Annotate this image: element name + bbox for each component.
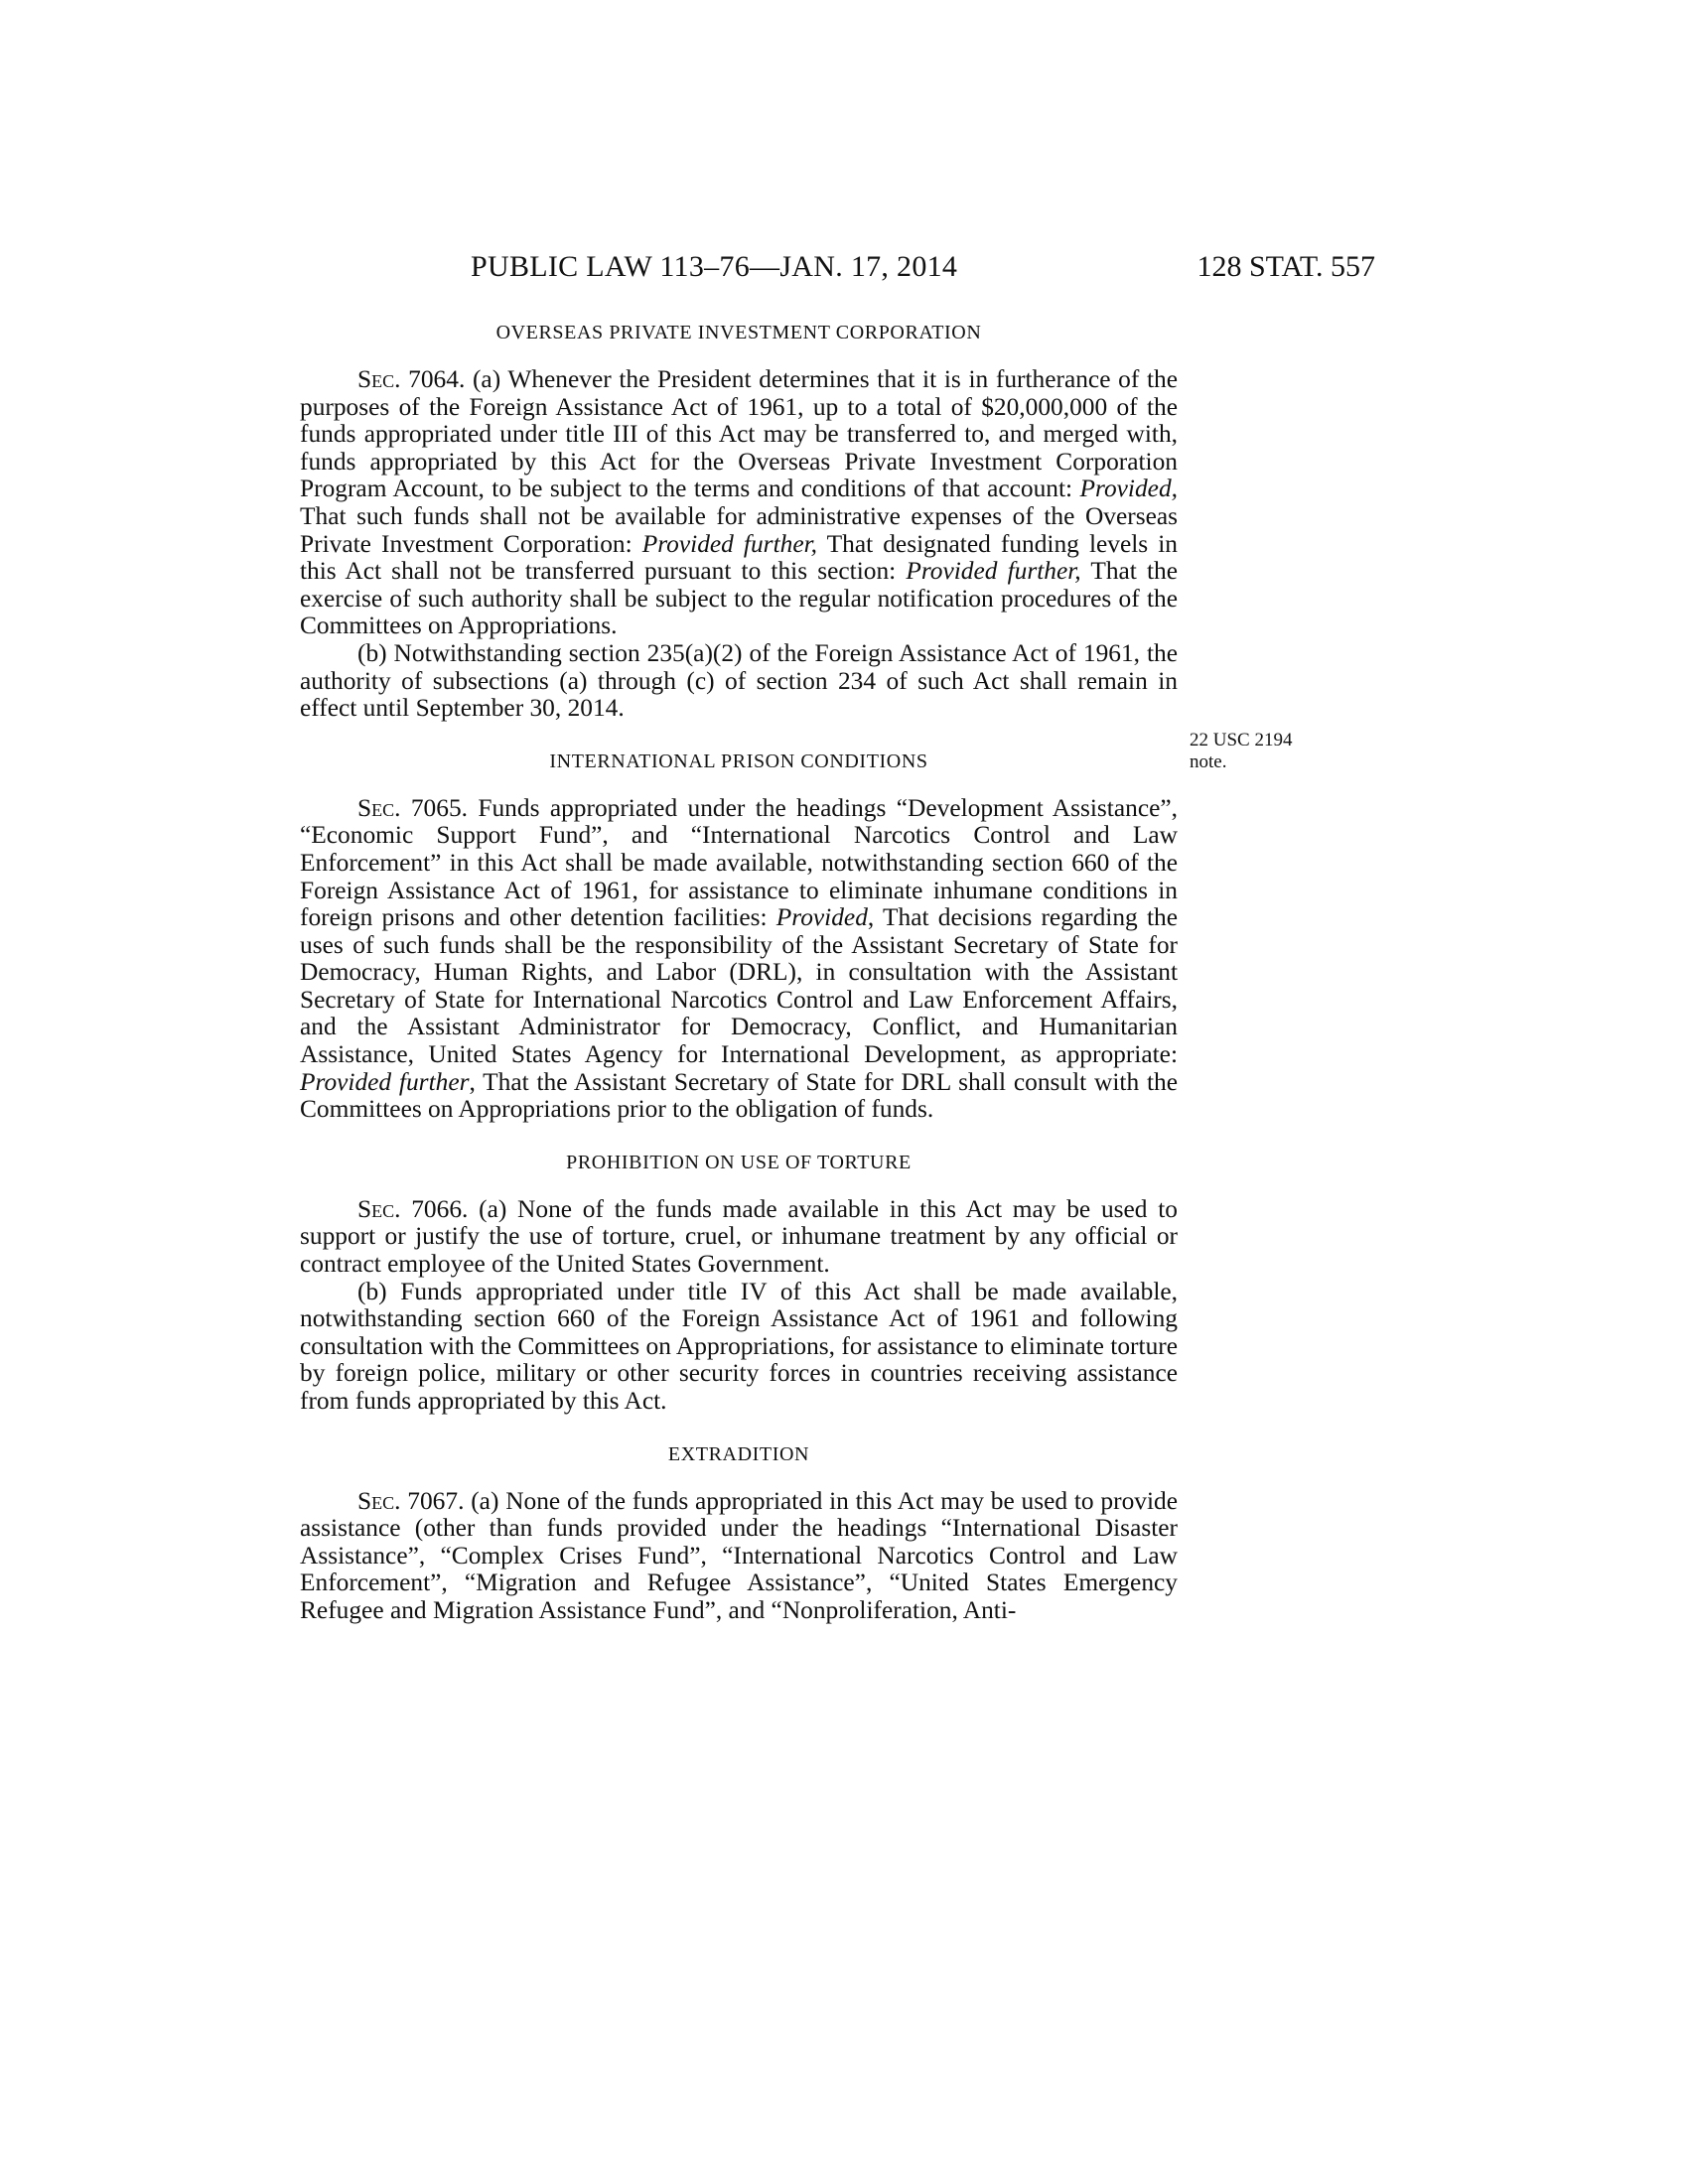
section-7064 xyxy=(300,322,1178,723)
document-body xyxy=(300,322,1178,1653)
proviso: Provided further, xyxy=(906,557,1081,586)
paragraph xyxy=(300,795,1178,1124)
paragraph-text: 7064. (a) Whenever the President determines that it is in furtherance of the purposes of the Foreign Assistance Act of 1961, up to a total of $20,000,000 of the funds appropriated under title III of this Act may be transferred to, and merged with, funds appropriated by this Act for the Overseas Private Investment Corporation Program Account, to be subject to the terms and conditions of that account: xyxy=(300,365,1178,503)
page-header xyxy=(298,250,1375,290)
proviso: Provided xyxy=(775,903,868,932)
section-heading: OVERSEAS PRIVATE INVESTMENT CORPORATION xyxy=(495,322,982,343)
paragraph-text: , That decisions regarding the uses of such funds shall be the responsibility of the Assistant Secretary of State for Democracy, Human Rights, and Labor (DRL), in consultation with the Assistant Secretary of State for International Narcotics Control and Law Enforcement Affairs, and the Assistant Administrator for Democracy, Conflict, and Humanitarian Assistance, United States Agency for International Development, as appropriate: xyxy=(300,903,1178,1069)
paragraph-text: That the exercise of such authority shall be subject to the regular notification procedures of the Committees on Appropriations. xyxy=(300,557,1178,640)
section-7067 xyxy=(300,1443,1178,1625)
paragraph-text: That such funds shall not be available for administrative expenses of the Overseas Private Investment Corporation: xyxy=(300,501,1178,558)
paragraph xyxy=(300,1196,1178,1279)
section-heading: EXTRADITION xyxy=(667,1442,810,1465)
section-7066 xyxy=(300,1152,1178,1416)
proviso: Provided, xyxy=(1079,475,1178,503)
proviso: Provided further xyxy=(300,1067,470,1096)
sec-label: Sec. xyxy=(357,793,401,822)
section-heading: INTERNATIONAL PRISON CONDITIONS xyxy=(549,750,928,772)
paragraph: (b) Funds appropriated under title IV of this Act shall be made available, notwithstanding section 660 of the Foreign Assistance Act of 1961 and following consultation with the Committees on Appropriations, for assistance to eliminate torture by foreign police, military or other security forces in countries receiving assistance from funds appropriated by this Act. xyxy=(300,1277,1178,1415)
paragraph-text: 7067. (a) None of the funds appropriated in this Act may be used to provide assistance (other than funds provided under the headings “International Disaster Assistance”, “Complex Crises Fund”, “International Narcotics Control and Law Enforcement”, “Migration and Refugee Assistance”, “United States Emergency Refugee and Migration Assistance Fund”, and “Nonproliferation, Anti- xyxy=(300,1486,1178,1624)
paragraph-text: That designated funding levels in this Act shall not be transferred pursuant to this section: xyxy=(300,529,1179,586)
sec-label: Sec. xyxy=(357,1194,401,1223)
section-heading: PROHIBITION ON USE OF TORTURE xyxy=(566,1151,912,1173)
proviso: Provided further, xyxy=(641,529,818,558)
paragraph xyxy=(300,366,1178,640)
paragraph-text: 7065. Funds appropriated under the headings “Development Assistance”, “Economic Support Fund”, and “International Narcotics Control and Law Enforcement” in this Act shall be made available, notwithstanding section 660 of the Foreign Assistance Act of 1961, for assistance to eliminate inhumane conditions in foreign prisons and other detention facilities: xyxy=(300,793,1178,932)
marginal-note: 22 USC 2194 note. xyxy=(1190,730,1293,772)
paragraph-text: 7066. (a) None of the funds made available in this Act may be used to support or justify the use of torture, cruel, or inhumane treatment by any official or contract employee of the United States Government. xyxy=(300,1194,1178,1279)
sec-label: Sec. xyxy=(357,365,401,393)
paragraph-text: , That the Assistant Secretary of State for DRL shall consult with the Committees on Appropriations prior to the obligation of funds. xyxy=(300,1067,1178,1124)
section-7065 xyxy=(300,751,1178,1124)
paragraph xyxy=(300,1488,1178,1625)
paragraph: (b) Notwithstanding section 235(a)(2) of the Foreign Assistance Act of 1961, the authority of subsections (a) through (c) of section 234 of such Act shall remain in effect until September 30, 2014. xyxy=(300,638,1178,723)
running-head: PUBLIC LAW 113–76—JAN. 17, 2014 xyxy=(471,250,958,283)
sec-label: Sec. xyxy=(357,1486,401,1515)
statute-citation: 128 STAT. 557 xyxy=(1196,250,1375,283)
